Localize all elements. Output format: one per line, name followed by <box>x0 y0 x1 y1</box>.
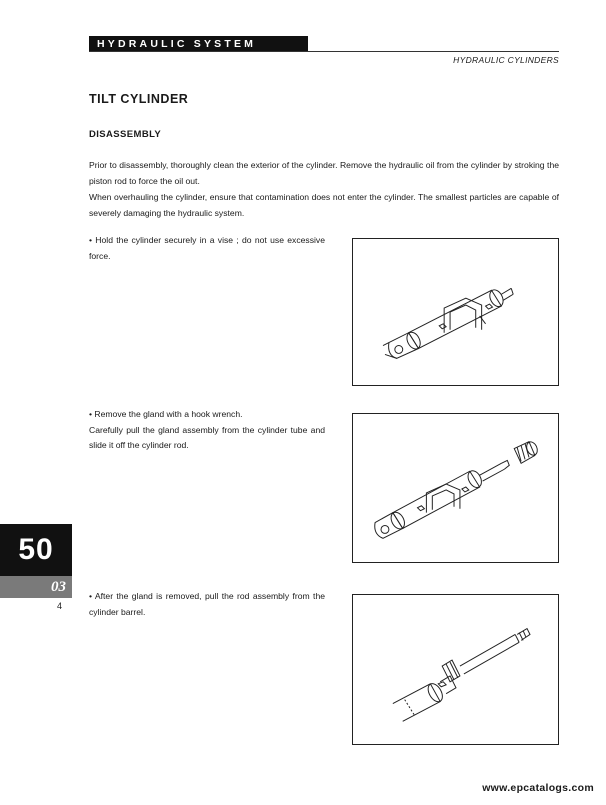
section-title: DISASSEMBLY <box>89 129 162 140</box>
intro-text <box>89 157 559 221</box>
step-1-text <box>89 233 325 264</box>
watermark-text: www.epcatalogs.com <box>482 782 594 794</box>
step-3-text <box>89 589 325 620</box>
chapter-tab: 50 <box>0 524 72 576</box>
header-bar-title: HYDRAULIC SYSTEM <box>89 36 308 52</box>
header-divider <box>89 51 559 52</box>
step-2-paragraph-2: Carefully pull the gland assembly from the cylinder tube and slide it off the cylinder rod. <box>89 424 325 450</box>
intro-paragraph-2: When overhauling the cylinder, ensure that contamination does not enter the cylinder. The smallest particles are capable of severely damaging the hydraulic system. <box>89 192 559 218</box>
intro-paragraph-1: Prior to disassembly, thoroughly clean the exterior of the cylinder. Remove the hydraulic oil from the cylinder by stroking the piston rod to force the oil out. <box>89 160 559 186</box>
step-1-paragraph: • Hold the cylinder securely in a vise ; do not use excessive force. <box>89 235 325 261</box>
step-2-paragraph-1: • Remove the gland with a hook wrench. <box>89 409 243 419</box>
step-2-text <box>89 407 325 454</box>
rod-assembly-removal-illustration <box>352 594 559 745</box>
header-subtitle: HYDRAULIC CYLINDERS <box>453 55 559 65</box>
page-number: 4 <box>57 601 63 611</box>
cylinder-in-vise-illustration <box>352 238 559 386</box>
step-3-paragraph: • After the gland is removed, pull the rod assembly from the cylinder barrel. <box>89 591 325 617</box>
section-tab: 03 <box>0 576 72 598</box>
page-title: TILT CYLINDER <box>89 92 189 106</box>
gland-removal-illustration <box>352 413 559 563</box>
